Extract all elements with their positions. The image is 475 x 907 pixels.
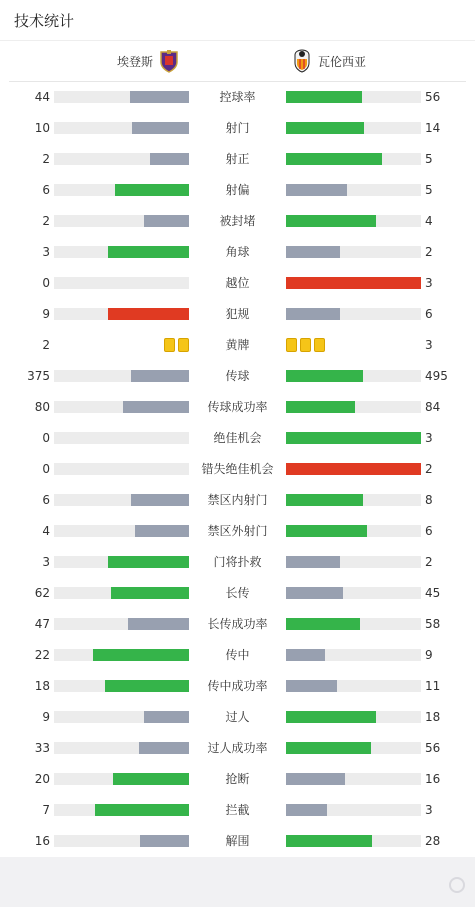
- home-bar-fill: [123, 401, 189, 413]
- away-bar-track: [286, 370, 421, 382]
- stat-label: 长传: [225, 586, 250, 600]
- home-bar-fill: [93, 649, 189, 661]
- home-value: 9: [42, 710, 50, 724]
- stat-label: 门将扑救: [213, 555, 262, 569]
- home-bar-track: [54, 215, 189, 227]
- home-bar-fill: [130, 91, 189, 103]
- away-bar-track: [286, 432, 421, 444]
- home-bar-track: [54, 773, 189, 785]
- away-team-name: 瓦伦西亚: [318, 54, 367, 69]
- away-value: 28: [425, 834, 441, 848]
- away-bar-track: [286, 835, 421, 847]
- home-bar-track: [54, 370, 189, 382]
- away-bar-track: [286, 91, 421, 103]
- stat-row: [0, 237, 475, 268]
- stat-label: 绝佳机会: [213, 431, 262, 445]
- home-bar-fill: [135, 525, 189, 537]
- home-bar-fill: [144, 711, 189, 723]
- away-bar-track: [286, 680, 421, 692]
- home-bar-fill: [115, 184, 189, 196]
- stat-row: [0, 764, 475, 795]
- yellow-card-icon: [178, 338, 189, 352]
- home-bar-track: [54, 308, 189, 320]
- home-team-crest-icon: [159, 49, 179, 73]
- away-value: 3: [425, 803, 433, 817]
- stats-list: [0, 82, 475, 857]
- away-bar-track: [286, 215, 421, 227]
- away-bar-track: [286, 649, 421, 661]
- stat-row: [0, 454, 475, 485]
- away-bar-fill: [286, 804, 327, 816]
- home-value: 18: [34, 679, 50, 693]
- footer: [0, 857, 475, 907]
- stat-label: 传球: [225, 369, 250, 383]
- away-value: 5: [425, 152, 433, 166]
- stat-row: [0, 547, 475, 578]
- home-value: 0: [42, 462, 50, 476]
- stat-label: 长传成功率: [207, 617, 268, 631]
- home-bar-track: [54, 122, 189, 134]
- home-bar-track: [54, 711, 189, 723]
- stat-row: [0, 206, 475, 237]
- away-value: 8: [425, 493, 433, 507]
- away-team-crest-icon: [292, 49, 312, 73]
- away-value: 495: [425, 369, 448, 383]
- away-value: 2: [425, 555, 433, 569]
- home-value: 2: [42, 214, 50, 228]
- home-bar-track: [54, 804, 189, 816]
- away-value: 16: [425, 772, 441, 786]
- home-bar-fill: [140, 835, 189, 847]
- home-value: 9: [42, 307, 50, 321]
- away-value: 58: [425, 617, 441, 631]
- home-value: 4: [42, 524, 50, 538]
- stat-label: 射门: [225, 121, 250, 135]
- stat-label: 解围: [225, 834, 250, 848]
- home-value: 0: [42, 431, 50, 445]
- stat-row: [0, 516, 475, 547]
- away-bar-fill: [286, 122, 364, 134]
- stat-row: [0, 702, 475, 733]
- home-bar-track: [54, 246, 189, 258]
- away-bar-fill: [286, 494, 363, 506]
- home-value: 2: [42, 152, 50, 166]
- away-bar-fill: [286, 556, 340, 568]
- home-bar-track: [54, 680, 189, 692]
- home-bar-track: [54, 432, 189, 444]
- page-title: 技术统计: [14, 11, 75, 30]
- home-bar-fill: [132, 122, 189, 134]
- stat-label: 过人成功率: [207, 741, 268, 755]
- away-value: 3: [425, 431, 433, 445]
- home-bar-fill: [95, 804, 190, 816]
- home-value: 44: [34, 90, 50, 104]
- home-bar-fill: [108, 556, 189, 568]
- away-team[interactable]: [292, 41, 366, 81]
- home-value: 6: [42, 183, 50, 197]
- home-bar-track: [54, 494, 189, 506]
- stat-row: [0, 113, 475, 144]
- home-value: 2: [42, 338, 50, 352]
- home-bar-fill: [108, 308, 189, 320]
- stat-label: 射偏: [225, 183, 250, 197]
- away-yellow-cards: [286, 338, 325, 352]
- home-bar-fill: [144, 215, 189, 227]
- away-value: 45: [425, 586, 441, 600]
- home-value: 7: [42, 803, 50, 817]
- home-bar-track: [54, 742, 189, 754]
- home-value: 375: [27, 369, 50, 383]
- away-value: 6: [425, 524, 433, 538]
- away-bar-fill: [286, 91, 362, 103]
- stat-label: 越位: [225, 276, 250, 290]
- away-value: 14: [425, 121, 441, 135]
- away-value: 56: [425, 741, 441, 755]
- home-value: 0: [42, 276, 50, 290]
- stat-row: [0, 330, 475, 361]
- away-bar-fill: [286, 649, 325, 661]
- watermark: [449, 877, 465, 893]
- away-bar-track: [286, 711, 421, 723]
- stat-row: [0, 733, 475, 764]
- home-bar-track: [54, 556, 189, 568]
- away-bar-track: [286, 804, 421, 816]
- stat-row: [0, 268, 475, 299]
- away-bar-track: [286, 122, 421, 134]
- stat-row: [0, 609, 475, 640]
- away-bar-track: [286, 184, 421, 196]
- away-bar-fill: [286, 835, 372, 847]
- away-bar-track: [286, 246, 421, 258]
- home-bar-fill: [139, 742, 189, 754]
- away-value: 2: [425, 462, 433, 476]
- home-value: 3: [42, 555, 50, 569]
- away-bar-fill: [286, 153, 382, 165]
- away-value: 6: [425, 307, 433, 321]
- home-bar-fill: [131, 494, 189, 506]
- stat-label: 错失绝佳机会: [201, 462, 274, 476]
- away-bar-fill: [286, 711, 376, 723]
- home-bar-track: [54, 153, 189, 165]
- stat-row: [0, 392, 475, 423]
- stat-row: [0, 144, 475, 175]
- away-value: 11: [425, 679, 441, 693]
- away-bar-fill: [286, 277, 421, 289]
- page-header: [0, 0, 475, 41]
- home-value: 16: [34, 834, 50, 848]
- away-bar-track: [286, 277, 421, 289]
- away-bar-fill: [286, 618, 360, 630]
- stat-row: [0, 826, 475, 857]
- stat-label: 抢断: [225, 772, 250, 786]
- yellow-card-icon: [314, 338, 325, 352]
- away-bar-track: [286, 463, 421, 475]
- stat-label: 控球率: [219, 90, 256, 104]
- away-value: 4: [425, 214, 433, 228]
- home-bar-track: [54, 587, 189, 599]
- away-bar-fill: [286, 432, 421, 444]
- home-value: 47: [34, 617, 50, 631]
- stat-row: [0, 795, 475, 826]
- stat-row: [0, 485, 475, 516]
- stat-row: [0, 640, 475, 671]
- home-value: 80: [34, 400, 50, 414]
- yellow-card-icon: [164, 338, 175, 352]
- away-bar-fill: [286, 308, 340, 320]
- teams-header: [9, 41, 466, 82]
- home-bar-track: [54, 401, 189, 413]
- home-bar-fill: [111, 587, 189, 599]
- home-bar-fill: [108, 246, 189, 258]
- stat-label: 传中成功率: [207, 679, 268, 693]
- yellow-card-icon: [300, 338, 311, 352]
- home-team-name: 埃登斯: [116, 54, 153, 69]
- stat-row: [0, 175, 475, 206]
- stat-label: 犯规: [225, 307, 250, 321]
- away-value: 3: [425, 276, 433, 290]
- away-bar-track: [286, 153, 421, 165]
- home-bar-fill: [128, 618, 189, 630]
- home-bar-track: [54, 91, 189, 103]
- away-value: 3: [425, 338, 433, 352]
- away-bar-track: [286, 525, 421, 537]
- stat-label: 射正: [225, 152, 250, 166]
- yellow-card-icon: [286, 338, 297, 352]
- away-bar-track: [286, 773, 421, 785]
- home-value: 10: [34, 121, 50, 135]
- away-value: 84: [425, 400, 441, 414]
- stat-label: 角球: [225, 245, 250, 259]
- home-value: 22: [34, 648, 50, 662]
- away-bar-fill: [286, 370, 363, 382]
- away-bar-fill: [286, 463, 421, 475]
- home-bar-track: [54, 184, 189, 196]
- home-yellow-cards: [164, 338, 189, 352]
- stat-label: 禁区内射门: [207, 493, 268, 507]
- stat-label: 拦截: [225, 803, 250, 817]
- stat-label: 黄牌: [225, 338, 250, 352]
- home-bar-fill: [131, 370, 189, 382]
- away-bar-track: [286, 556, 421, 568]
- home-bar-track: [54, 525, 189, 537]
- home-bar-track: [54, 277, 189, 289]
- home-bar-fill: [113, 773, 189, 785]
- away-bar-fill: [286, 587, 343, 599]
- stat-label: 过人: [225, 710, 250, 724]
- stat-row: [0, 578, 475, 609]
- away-value: 18: [425, 710, 441, 724]
- home-team[interactable]: [117, 41, 179, 81]
- home-value: 33: [34, 741, 50, 755]
- home-bar-track: [54, 835, 189, 847]
- away-bar-track: [286, 494, 421, 506]
- stat-row: [0, 361, 475, 392]
- home-bar-track: [54, 463, 189, 475]
- stat-row: [0, 299, 475, 330]
- away-bar-fill: [286, 246, 340, 258]
- away-value: 9: [425, 648, 433, 662]
- away-value: 56: [425, 90, 441, 104]
- stat-row: [0, 423, 475, 454]
- home-bar-fill: [105, 680, 189, 692]
- away-value: 2: [425, 245, 433, 259]
- away-bar-fill: [286, 680, 337, 692]
- home-value: 3: [42, 245, 50, 259]
- away-bar-fill: [286, 184, 347, 196]
- home-bar-fill: [150, 153, 189, 165]
- away-bar-track: [286, 618, 421, 630]
- home-value: 6: [42, 493, 50, 507]
- home-bar-track: [54, 649, 189, 661]
- stat-label: 被封堵: [219, 214, 256, 228]
- away-bar-fill: [286, 742, 371, 754]
- away-bar-fill: [286, 215, 376, 227]
- away-bar-track: [286, 308, 421, 320]
- watermark-logo-icon: [449, 877, 465, 893]
- away-bar-track: [286, 401, 421, 413]
- home-bar-track: [54, 618, 189, 630]
- away-value: 5: [425, 183, 433, 197]
- stat-row: [0, 671, 475, 702]
- away-bar-track: [286, 587, 421, 599]
- stat-label: 禁区外射门: [207, 524, 268, 538]
- away-bar-track: [286, 742, 421, 754]
- away-bar-fill: [286, 773, 345, 785]
- home-value: 20: [34, 772, 50, 786]
- stat-row: [0, 82, 475, 113]
- away-bar-fill: [286, 525, 367, 537]
- home-value: 62: [34, 586, 50, 600]
- stat-label: 传球成功率: [207, 400, 268, 414]
- away-bar-fill: [286, 401, 355, 413]
- stat-label: 传中: [225, 648, 250, 662]
